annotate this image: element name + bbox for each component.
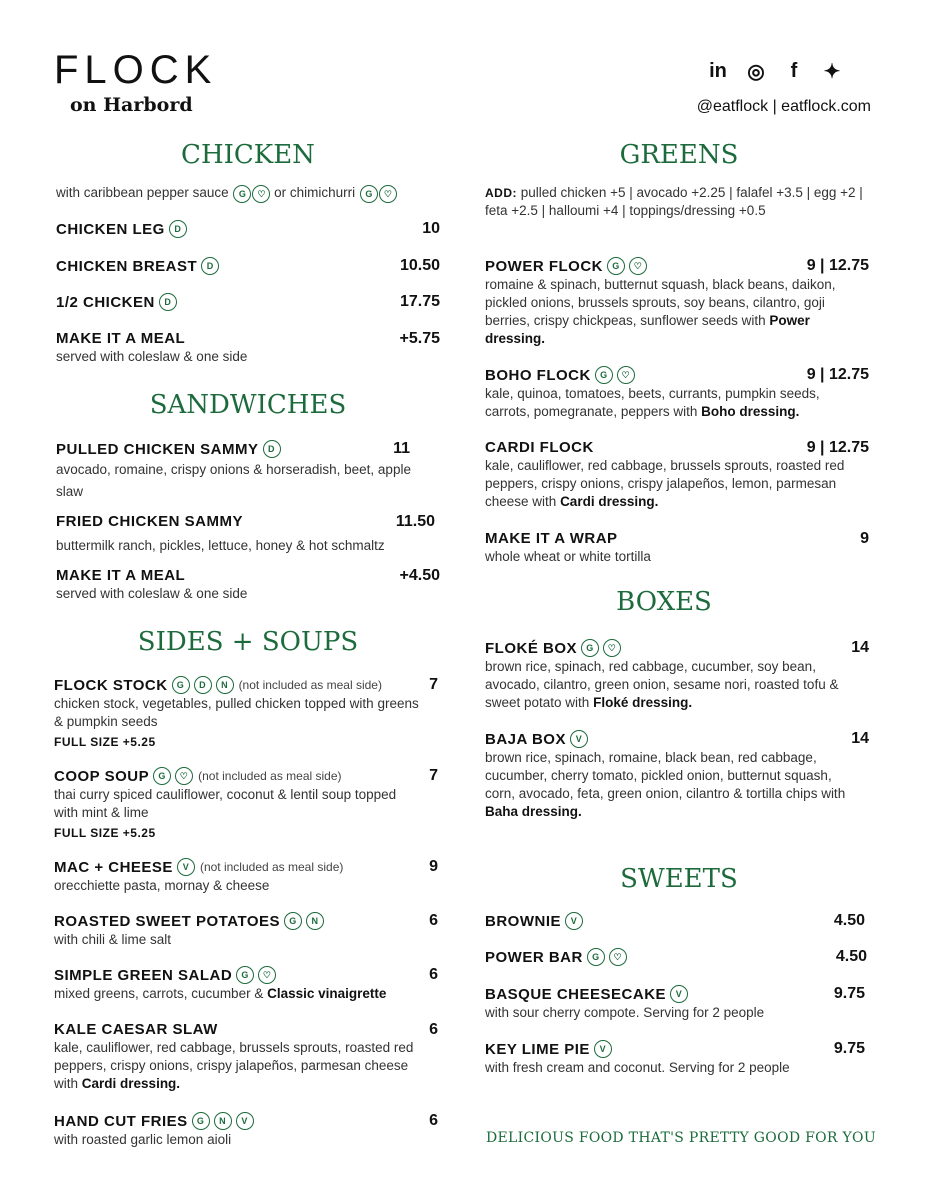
item-note: (not included as meal side)	[238, 678, 382, 692]
gluten-free-icon: G	[607, 257, 625, 275]
item-price: 7	[429, 676, 438, 693]
menu-item	[485, 257, 869, 348]
menu-item	[54, 912, 438, 949]
item-name: MAKE IT A MEAL	[56, 567, 186, 584]
item-desc-main: romaine & spinach, butternut squash, black beans, daikon, pickled onions, brussels sprouts, soy beans, cilantro, goji berries, crispy chickpeas, sunflower seeds with	[485, 276, 836, 328]
item-desc-main: brown rice, spinach, red cabbage, cucumber, soy bean, avocado, cilantro, green onion, sesame nori, roasted tofu & sweet potato with	[485, 658, 839, 710]
item-price: 11	[393, 440, 410, 457]
gluten-free-icon: G	[581, 639, 599, 657]
item-price: 9	[860, 530, 869, 547]
menu-item	[485, 1040, 865, 1077]
section-title-sides: SIDES + SOUPS	[137, 627, 359, 657]
dairy-free-icon: D	[159, 293, 177, 311]
heart-icon: ♡	[609, 948, 627, 966]
item-desc: served with coleslaw & one side	[56, 586, 248, 601]
item-desc: served with coleslaw & one side	[56, 349, 248, 364]
item-desc: with roasted garlic lemon aioli	[54, 1131, 232, 1147]
social-handle[interactable]: @eatflock | eatflock.com	[696, 98, 871, 115]
item-full-size: FULL SIZE +5.25	[54, 825, 156, 840]
section-title-chicken: CHICKEN	[181, 140, 315, 170]
menu-item	[485, 530, 869, 566]
heart-icon: ♡	[175, 767, 193, 785]
item-price: 4.50	[835, 948, 867, 965]
item-price: 10.50	[399, 257, 440, 274]
vegetarian-icon: V	[177, 858, 195, 876]
heart-icon: ♡	[603, 639, 621, 657]
item-desc	[485, 658, 869, 712]
item-desc: chicken stock, vegetables, pulled chicken topped with greens & pumpkin seeds	[54, 695, 419, 729]
item-dressing: Classic vinaigrette	[267, 985, 387, 1001]
heart-icon: ♡	[629, 257, 647, 275]
gluten-free-icon: G	[284, 912, 302, 930]
vegetarian-icon: V	[236, 1112, 254, 1130]
linkedin-icon[interactable]: in	[709, 59, 727, 82]
item-price: 6	[429, 1112, 438, 1129]
heart-icon: ♡	[258, 966, 276, 984]
item-dressing: Baha dressing.	[485, 803, 582, 819]
item-desc	[54, 1039, 414, 1093]
item-desc	[485, 749, 865, 821]
add-text: pulled chicken +5 | avocado +2.25 | falafel +3.5 | egg +2 | feta +2.5 | halloumi +4 | toppings/dressing +0.5	[485, 185, 863, 218]
gluten-free-icon: G	[595, 366, 613, 384]
vegetarian-icon: V	[570, 730, 588, 748]
item-desc: buttermilk ranch, pickles, lettuce, honey & hot schmaltz	[56, 538, 385, 553]
menu-item	[485, 730, 869, 821]
facebook-icon[interactable]: f	[790, 59, 798, 82]
item-dressing: Boho dressing.	[701, 403, 800, 419]
item-name: POWER FLOCK	[485, 257, 603, 275]
heart-icon: ♡	[617, 366, 635, 384]
intro-caribbean: with caribbean pepper sauce	[56, 185, 229, 200]
item-price: 9.75	[833, 985, 865, 1002]
twitter-icon[interactable]: ✦	[823, 60, 841, 83]
item-desc: with sour cherry compote. Serving for 2 people	[485, 1004, 765, 1020]
menu-item	[56, 440, 440, 503]
add-label: ADD:	[485, 186, 517, 200]
menu-item	[485, 985, 865, 1022]
gluten-free-icon: G	[587, 948, 605, 966]
item-full-size: FULL SIZE +5.25	[54, 734, 156, 749]
item-name: MAKE IT A WRAP	[485, 530, 618, 547]
chicken-intro	[56, 184, 440, 203]
dairy-free-icon: D	[194, 676, 212, 694]
item-price: 7	[429, 767, 438, 784]
item-desc-main: kale, cauliflower, red cabbage, brussels sprouts, roasted red peppers, crispy onions, crispy jalapeños, lemon, parmesan cheese with	[485, 458, 845, 509]
item-price: 6	[429, 912, 438, 929]
item-desc-main: kale, quinoa, tomatoes, beets, currants, pumpkin seeds, carrots, pomegranate, peppers with	[485, 385, 820, 419]
item-price: 9 | 12.75	[806, 257, 869, 274]
item-price: 9 | 12.75	[806, 439, 869, 456]
menu-item	[485, 639, 869, 712]
item-desc: orecchiette pasta, mornay & cheese	[54, 877, 270, 893]
item-name: BAJA BOX	[485, 730, 566, 748]
dairy-free-icon: D	[169, 220, 187, 238]
item-name: 1/2 CHICKEN	[56, 293, 155, 311]
menu-item	[485, 366, 869, 421]
item-name: FRIED CHICKEN SAMMY	[56, 513, 244, 530]
item-price: 4.50	[833, 912, 865, 929]
menu-item	[485, 439, 869, 511]
item-price: 9 | 12.75	[806, 366, 869, 383]
item-note: (not included as meal side)	[198, 769, 342, 783]
menu-item	[54, 767, 438, 840]
menu-item	[56, 567, 440, 603]
item-name: CARDI FLOCK	[485, 439, 594, 456]
item-name: MAC + CHEESE	[54, 858, 173, 876]
menu-item	[54, 966, 438, 1003]
item-name: CHICKEN LEG	[56, 220, 165, 238]
item-dressing: Cardi dressing.	[560, 494, 659, 509]
menu-item	[54, 858, 438, 895]
gluten-free-icon: G	[360, 185, 378, 203]
item-price: 17.75	[399, 293, 440, 310]
menu-item	[56, 513, 440, 555]
menu-item	[54, 1021, 438, 1093]
brand-sublogo: on Harbord	[70, 94, 193, 116]
item-name: SIMPLE GREEN SALAD	[54, 966, 233, 984]
item-desc-main: brown rice, spinach, romaine, black bean, red cabbage, cucumber, cherry tomato, pickled onion, butternut squash, corn, avocado, feta, green onion, cilantro & tortilla chips with	[485, 749, 846, 801]
menu-item	[485, 912, 865, 931]
item-name: KEY LIME PIE	[485, 1040, 590, 1058]
item-name: KALE CAESAR SLAW	[54, 1021, 218, 1038]
instagram-icon[interactable]: ◎	[747, 60, 765, 83]
tagline: DELICIOUS FOOD THAT'S PRETTY GOOD FOR YOU	[486, 1130, 876, 1146]
heart-icon: ♡	[252, 185, 270, 203]
brand-logo: FLOCK	[54, 48, 218, 92]
nut-free-icon: N	[216, 676, 234, 694]
item-name: CHICKEN BREAST	[56, 257, 198, 275]
item-price: 14	[851, 639, 869, 656]
item-price: 9.75	[833, 1040, 865, 1057]
heart-icon: ♡	[379, 185, 397, 203]
item-name: FLOKÉ BOX	[485, 639, 578, 657]
item-name: FLOCK STOCK	[54, 676, 168, 694]
item-desc: with chili & lime salt	[54, 931, 172, 947]
item-name: ROASTED SWEET POTATOES	[54, 912, 281, 930]
dairy-free-icon: D	[263, 440, 281, 458]
item-price: 11.50	[395, 513, 435, 530]
item-price: +4.50	[399, 567, 440, 584]
item-price: 6	[429, 1021, 438, 1038]
vegetarian-icon: V	[670, 985, 688, 1003]
item-desc	[54, 985, 438, 1003]
item-name: PULLED CHICKEN SAMMY	[56, 440, 259, 458]
item-name: POWER BAR	[485, 948, 583, 966]
section-title-boxes: BOXES	[616, 587, 712, 617]
section-title-sweets: SWEETS	[620, 864, 738, 894]
item-desc: avocado, romaine, crispy onions & horseradish, beet, apple slaw	[56, 461, 411, 499]
menu-item	[56, 220, 440, 239]
item-price: 6	[429, 966, 438, 983]
section-title-greens: GREENS	[619, 140, 739, 170]
menu-item	[485, 948, 867, 967]
nut-free-icon: N	[214, 1112, 232, 1130]
item-desc: thai curry spiced cauliflower, coconut & lentil soup topped with mint & lime	[54, 786, 397, 820]
greens-add-ons	[485, 184, 871, 220]
vegetarian-icon: V	[594, 1040, 612, 1058]
item-name: BASQUE CHEESECAKE	[485, 985, 667, 1003]
item-price: 9	[429, 858, 438, 875]
dairy-free-icon: D	[201, 257, 219, 275]
item-name: BOHO FLOCK	[485, 366, 591, 384]
item-price: 10	[422, 220, 440, 237]
nut-free-icon: N	[306, 912, 324, 930]
item-dressing: Cardi dressing.	[81, 1076, 181, 1091]
item-desc: whole wheat or white tortilla	[485, 549, 651, 564]
item-name: BROWNIE	[485, 912, 561, 930]
item-dressing: Floké dressing.	[593, 694, 693, 710]
menu-item	[54, 676, 438, 749]
gluten-free-icon: G	[172, 676, 190, 694]
section-title-sandwiches: SANDWICHES	[149, 390, 347, 420]
gluten-free-icon: G	[233, 185, 251, 203]
menu-item	[54, 1112, 438, 1149]
menu-item	[56, 293, 440, 312]
item-note: (not included as meal side)	[199, 860, 344, 874]
item-desc	[485, 385, 865, 421]
item-price: 14	[851, 730, 869, 747]
item-desc	[485, 276, 860, 348]
gluten-free-icon: G	[236, 966, 254, 984]
item-price: +5.75	[399, 330, 440, 347]
item-desc	[485, 457, 865, 511]
item-dressing: Power dressing.	[485, 312, 810, 346]
item-name: MAKE IT A MEAL	[56, 330, 186, 347]
item-desc-main: kale, cauliflower, red cabbage, brussels sprouts, roasted red peppers, crispy onions, crispy jalapeños, parmesan cheese with	[54, 1040, 414, 1091]
vegetarian-icon: V	[565, 912, 583, 930]
item-name: HAND CUT FRIES	[54, 1112, 188, 1130]
menu-item	[56, 330, 440, 366]
gluten-free-icon: G	[153, 767, 171, 785]
item-desc-main: mixed greens, carrots, cucumber &	[54, 985, 264, 1001]
item-desc: with fresh cream and coconut. Serving for 2 people	[485, 1059, 790, 1075]
social-icons	[705, 58, 845, 84]
gluten-free-icon: G	[192, 1112, 210, 1130]
menu-item	[56, 257, 440, 276]
intro-or: or chimichurri	[274, 185, 356, 200]
item-name: COOP SOUP	[54, 767, 150, 785]
